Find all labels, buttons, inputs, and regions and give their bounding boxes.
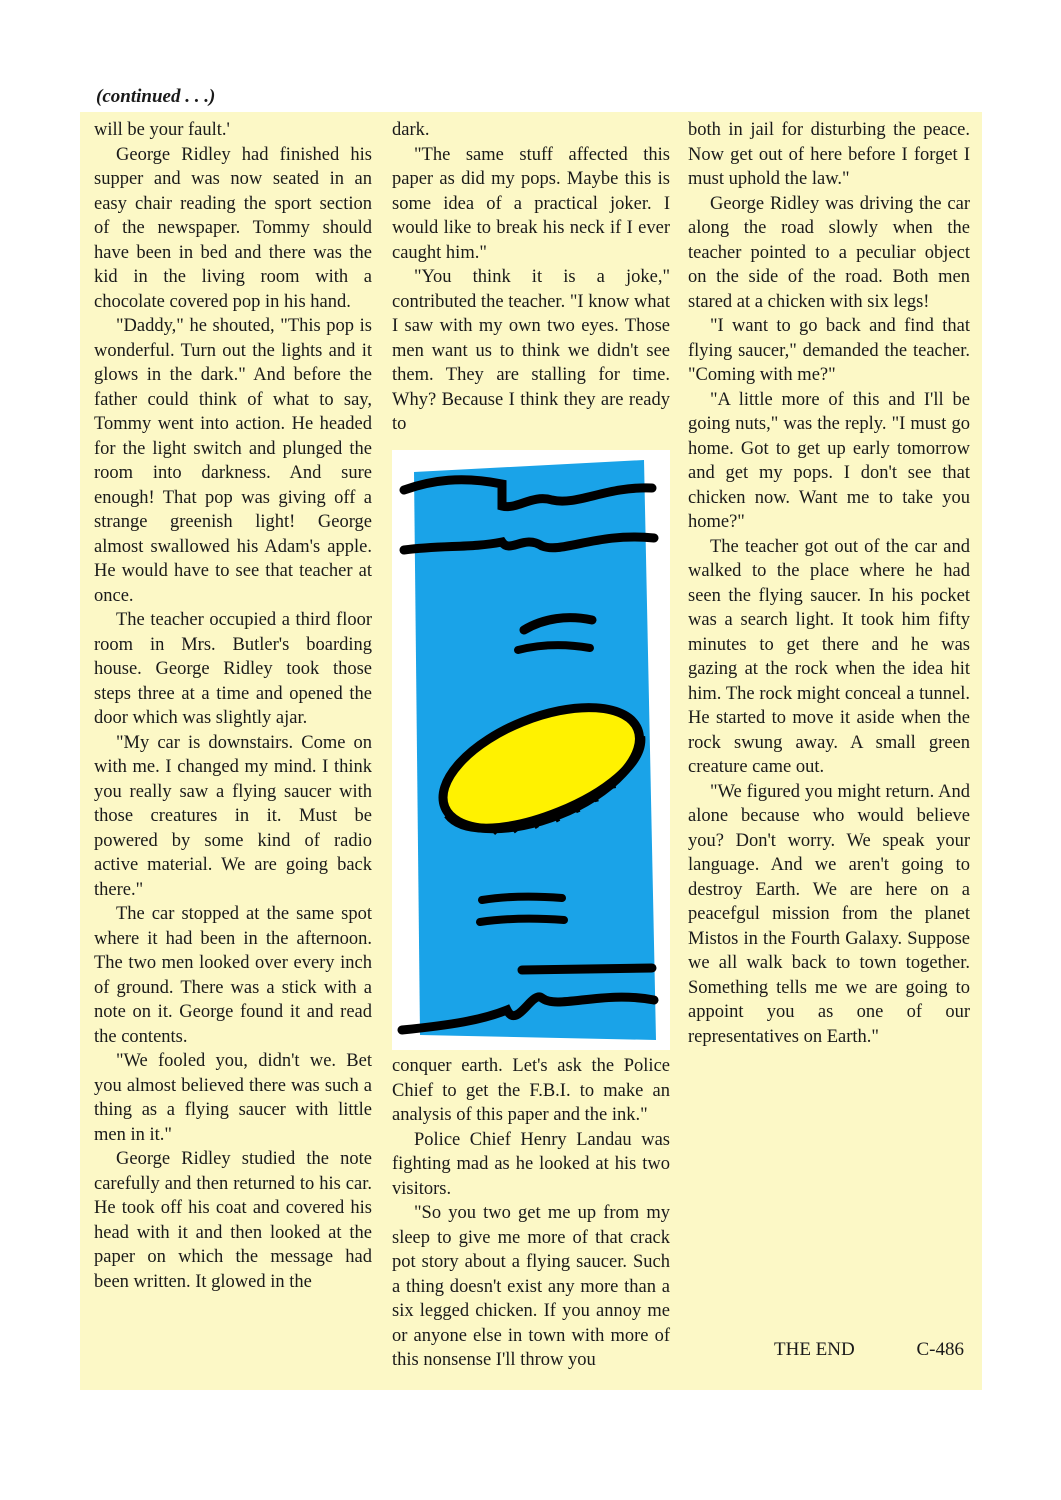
flying-saucer-illustration <box>392 450 670 1050</box>
paragraph: "You think it is a joke," contributed the teacher. "I know what I saw with my own two eyes. Those men want us to think we didn't see them. They are stalling for time. Why? Because I think they are ready to <box>392 267 670 434</box>
paragraph: Police Chief Henry Landau was fighting mad as he looked at his two visitors. <box>392 1129 670 1199</box>
paragraph: "The same stuff affected this paper as did my pops. Maybe this is some idea of a practical joker. I would like to break his neck if I ever caught him." <box>392 144 670 263</box>
paragraph: will be your fault.' <box>94 120 230 140</box>
story-column-2-bottom <box>392 1054 670 1373</box>
story-column-1 <box>94 118 372 1294</box>
paragraph: "A little more of this and I'll be going nuts," was the reply. "I must go home. Got to get up early tomorrow and get my pops. I don't see that chicken now. Want me to take you home?" <box>688 389 970 532</box>
the-end-label: THE END <box>774 1339 855 1360</box>
paragraph: "My car is downstairs. Come on with me. I changed my mind. I think you really saw a flying saucer with those creatures in it. Must be powered by some kind of radio active material. We are going back there." <box>94 732 372 900</box>
story-code: C-486 <box>916 1339 964 1360</box>
paragraph: The teacher got out of the car and walked to the place where he had seen the flying saucer. In his pocket was a search light. It took him fifty minutes to get there and he was gazing at the rock when the idea hit him. The rock might conceal a tunnel. He started to move it aside when the rock swung away. A small green creature came out. <box>688 536 970 777</box>
paragraph: conquer earth. Let's ask the Police Chief to get the F.B.I. to make an analysis of this paper and the ink." <box>392 1056 670 1125</box>
paragraph: George Ridley was driving the car along the road slowly when the teacher pointed to a peculiar object on the side of the road. Both men stared at a chicken with six legs! <box>688 193 970 312</box>
paragraph: George Ridley studied the note carefully and then returned to his car. He took off his coat and covered his head with it and then looked at the paper on which the message had been written. It glowed in the <box>94 1149 372 1292</box>
paragraph: George Ridley had finished his supper and was now seated in an easy chair reading the sport section of the newspaper. Tommy should have been in bed and there was the kid in the living room with a chocolate covered pop in his hand. <box>94 144 372 312</box>
paragraph: The car stopped at the same spot where it had been in the afternoon. The two men looked over every inch of ground. There was a stick with a note on it. George found it and read the contents. <box>94 904 372 1047</box>
paragraph: "We figured you might return. And alone because who would believe you? Don't worry. We speak your language. And we aren't going to destroy Earth. We are here on a peacefgul mission from the planet Mistos in the Fourth Galaxy. Suppose we all walk back to town together. Something tells me we are going to appoint you as one of our representatives on Earth." <box>688 781 970 1047</box>
story-column-2-top <box>392 118 670 437</box>
paragraph: "Daddy," he shouted, "This pop is wonderful. Turn out the lights and it glows in the dark." And before the father could think of what to say, Tommy went into action. He headed for the light switch and plunged the room into darkness. And sure enough! That pop was giving off a strange greenish light! George almost swallowed his Adam's apple. He would have to see that teacher at once. <box>94 316 372 606</box>
paragraph: both in jail for disturbing the peace. Now get out of here before I forget I must uphold the law." <box>688 120 970 189</box>
story-column-3 <box>688 118 970 1049</box>
story-footer <box>774 1339 964 1361</box>
flying-saucer-icon <box>392 450 670 1050</box>
paragraph: The teacher occupied a third floor room in Mrs. Butler's boarding house. George Ridley took those steps three at a time and opened the door which was slightly ajar. <box>94 610 372 728</box>
paragraph: "I want to go back and find that flying saucer," demanded the teacher. "Coming with me?" <box>688 316 970 385</box>
paragraph: "We fooled you, didn't we. Bet you almost believed there was such a thing as a flying saucer with little men in it." <box>94 1051 372 1145</box>
paragraph: dark. <box>392 120 430 140</box>
continued-label: (continued . . .) <box>96 86 216 107</box>
story-page <box>80 112 982 1390</box>
paragraph: "So you two get me up from my sleep to give me more of that crack pot story about a flying saucer. Such a thing doesn't exist any more than a six legged chicken. If you annoy me or anyone else in town with more of this nonsense I'll throw you <box>392 1203 670 1370</box>
